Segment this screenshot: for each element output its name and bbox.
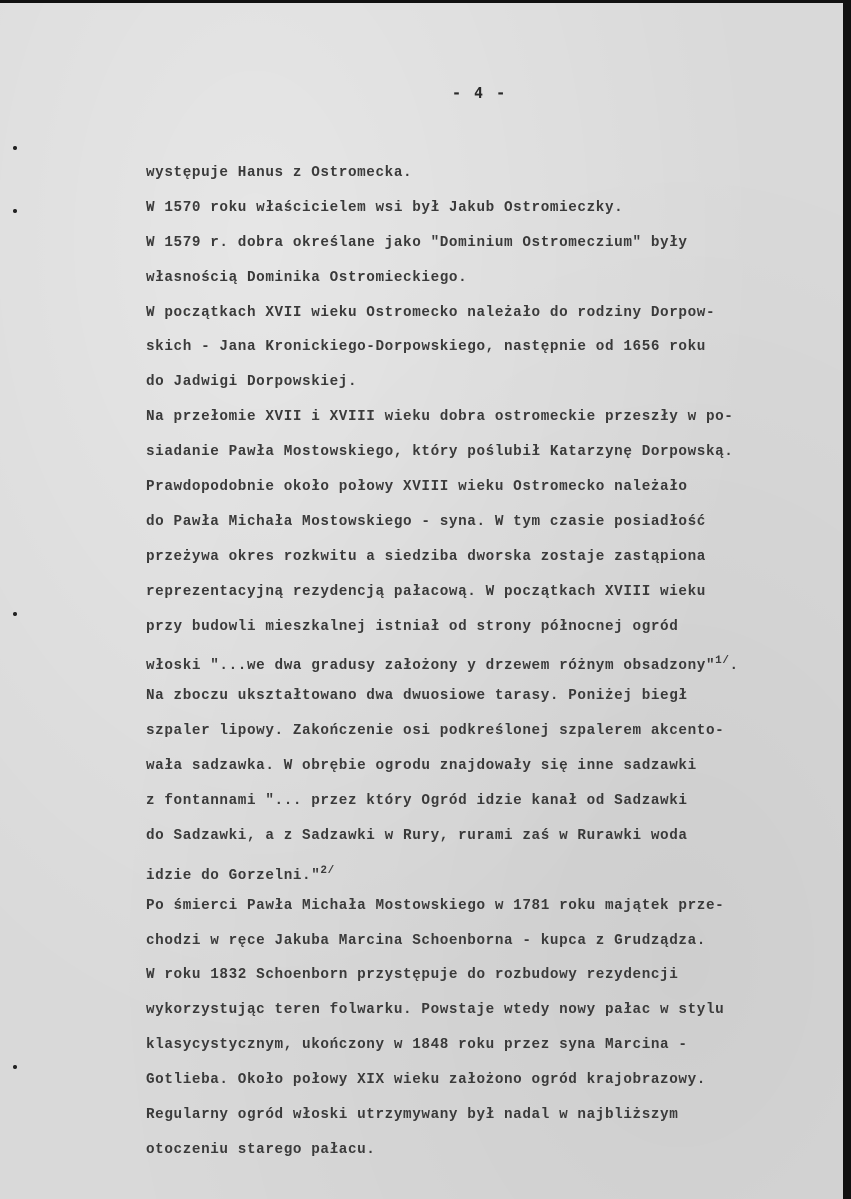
text-line: Regularny ogród włoski utrzymywany był nadal w najbliższym bbox=[146, 1107, 679, 1124]
text-line: do Jadwigi Dorpowskiej. bbox=[146, 374, 358, 391]
text-line: reprezentacyjną rezydencją pałacową. W początkach XVIII wieku bbox=[146, 583, 706, 600]
text-line: do Sadzawki, a z Sadzawki w Rury, rurami zaś w Rurawki woda bbox=[146, 827, 688, 844]
text-line: W początkach XVII wieku Ostromecko należało do rodziny Dorpow- bbox=[146, 304, 716, 321]
text-line: otoczeniu starego pałacu. bbox=[146, 1141, 376, 1158]
text-line: wała sadzawka. W obrębie ogrodu znajdowały się inne sadzawki bbox=[146, 758, 697, 775]
text-line: z fontannami "... przez który Ogród idzie kanał od Sadzawki bbox=[146, 793, 688, 810]
footnote-trailing: . bbox=[729, 658, 739, 675]
margin-mark bbox=[13, 1065, 17, 1069]
text-line: Gotlieba. Około połowy XIX wieku założono ogród krajobrazowy. bbox=[146, 1072, 706, 1089]
text-line: przeżywa okres rozkwitu a siedziba dworska zostaje zastąpiona bbox=[146, 548, 706, 565]
text-line: klasycystycznym, ukończony w 1848 roku przez syna Marcina - bbox=[146, 1037, 688, 1054]
margin-mark bbox=[13, 146, 17, 150]
page-number: - 4 - bbox=[452, 84, 508, 102]
text-line: występuje Hanus z Ostromecka. bbox=[146, 165, 413, 181]
scan-border-top bbox=[0, 0, 851, 3]
text-line: chodzi w ręce Jakuba Marcina Schoenborna - kupca z Grudządza. bbox=[146, 932, 706, 949]
text-line: szpaler lipowy. Zakończenie osi podkreślonej szpalerem akcento- bbox=[146, 723, 725, 740]
text-line: własnością Dominika Ostromieckiego. bbox=[146, 269, 468, 286]
text-line: przy budowli mieszkalnej istniał od strony północnej ogród bbox=[146, 618, 679, 635]
footnote-ref: 2/ bbox=[320, 864, 335, 877]
text-line-with-footnote bbox=[146, 644, 836, 679]
text-line: Prawdopodobnie około połowy XVIII wieku Ostromecko należało bbox=[146, 479, 688, 496]
scan-border-right bbox=[843, 0, 851, 1199]
text-line: Na przełomie XVII i XVIII wieku dobra ostromeckie przeszły w po- bbox=[146, 409, 734, 426]
text-line: wykorzystując teren folwarku. Powstaje wtedy nowy pałac w stylu bbox=[146, 1002, 725, 1019]
margin-mark bbox=[13, 209, 17, 213]
text-line: W 1570 roku właścicielem wsi był Jakub Ostromieczky. bbox=[146, 199, 624, 216]
margin-mark bbox=[13, 612, 17, 616]
text-line-with-footnote bbox=[146, 854, 836, 889]
text-line: włoski "...we dwa gradusy założony y drzewem różnym obsadzony" bbox=[146, 658, 716, 675]
text-line: Na zboczu ukształtowano dwa dwuosiowe tarasy. Poniżej biegł bbox=[146, 688, 688, 705]
text-line: skich - Jana Kronickiego-Dorpowskiego, następnie od 1656 roku bbox=[146, 339, 706, 356]
text-line: Po śmierci Pawła Michała Mostowskiego w 1781 roku majątek prze- bbox=[146, 897, 725, 914]
text-line: idzie do Gorzelni." bbox=[146, 867, 321, 884]
text-line: do Pawła Michała Mostowskiego - syna. W tym czasie posiadłość bbox=[146, 513, 706, 530]
text-line: W 1579 r. dobra określane jako "Dominium Ostromeczium" były bbox=[146, 234, 688, 251]
text-line: siadanie Pawła Mostowskiego, który poślubił Katarzynę Dorpowską. bbox=[146, 444, 734, 461]
text-line: W roku 1832 Schoenborn przystępuje do rozbudowy rezydencji bbox=[146, 967, 679, 984]
body-text bbox=[146, 156, 836, 1168]
footnote-ref: 1/ bbox=[715, 655, 730, 668]
